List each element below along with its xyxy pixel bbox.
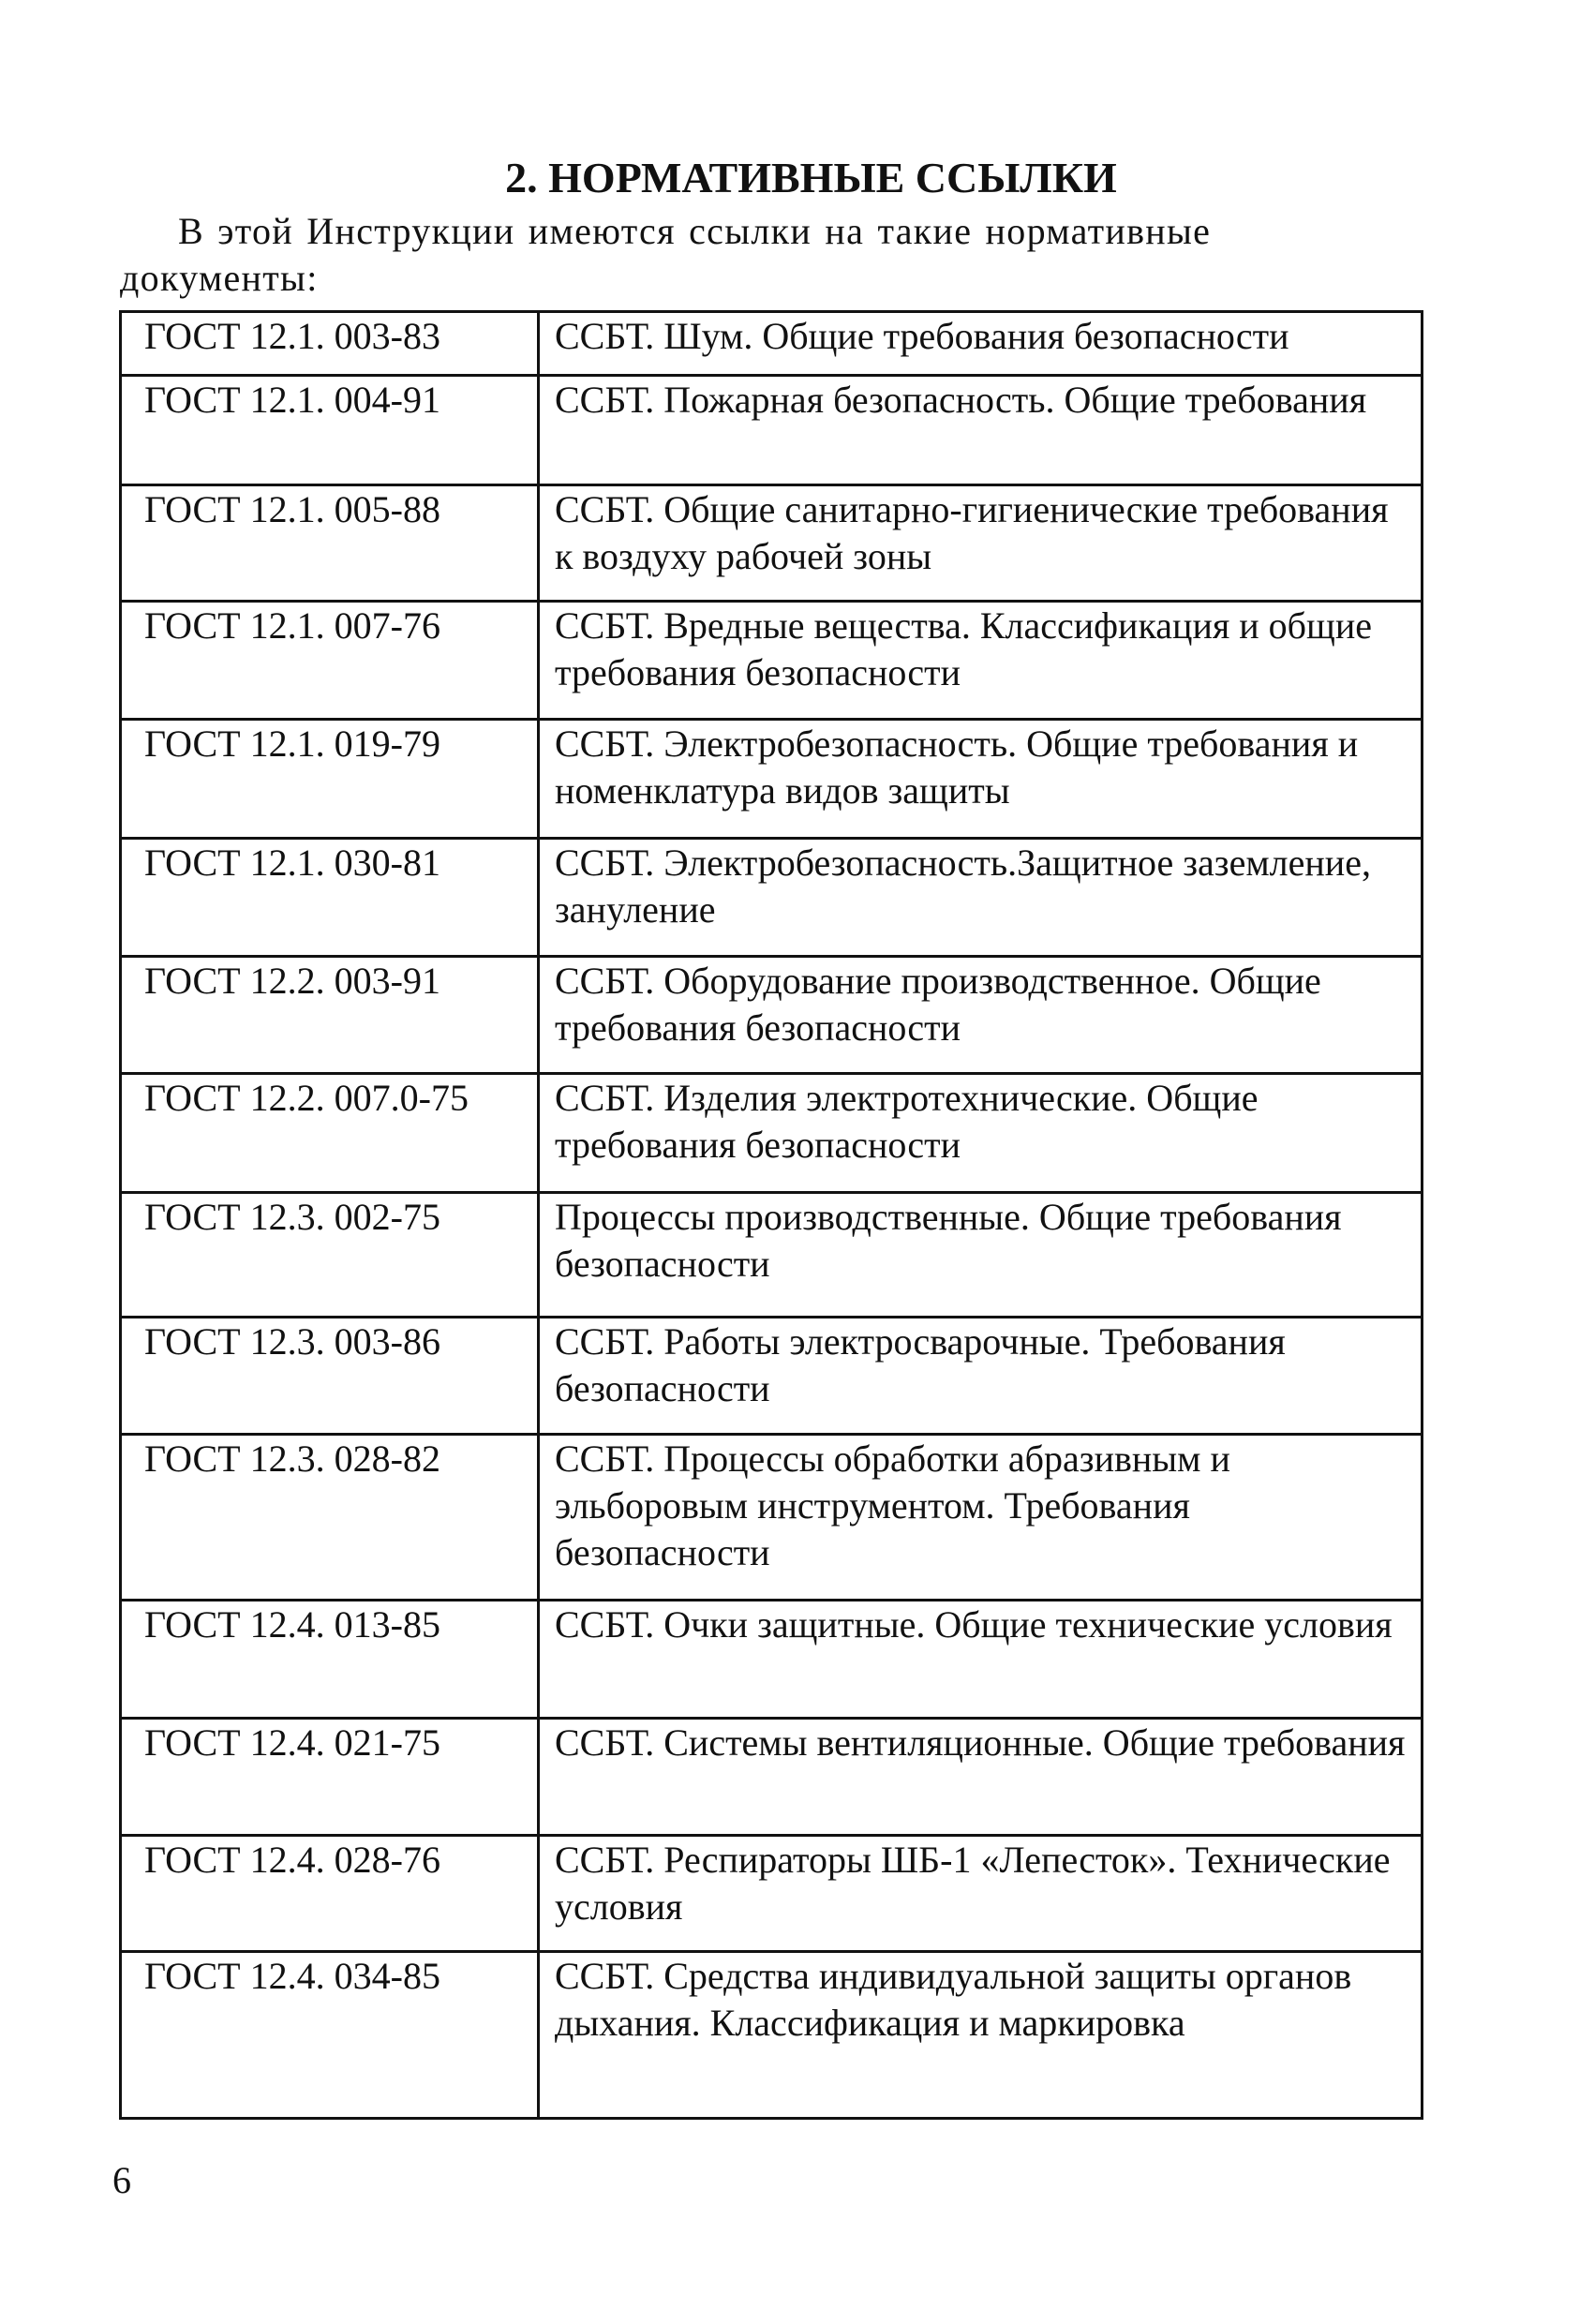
standard-title: ССБТ. Средства индивидуальной защиты органов дыхания. Классификация и маркировка: [539, 1952, 1423, 2119]
standard-title: ССБТ. Вредные вещества. Классификация и общие требования безопасности: [539, 602, 1423, 720]
table-row: [121, 1193, 1423, 1318]
table-row: [121, 312, 1423, 376]
table-row: [121, 1719, 1423, 1836]
table-row: [121, 1435, 1423, 1601]
table-row: [121, 1074, 1423, 1193]
standard-title: ССБТ. Изделия электротехнические. Общие требования безопасности: [539, 1074, 1423, 1193]
standard-title: ССБТ. Общие санитарно-гигиенические требования к воздуху рабочей зоны: [539, 485, 1423, 602]
table-row: [121, 1318, 1423, 1435]
standard-code: ГОСТ 12.2. 007.0-75: [121, 1074, 539, 1193]
table-row: [121, 602, 1423, 720]
standard-code: ГОСТ 12.1. 004-91: [121, 376, 539, 485]
standard-title: ССБТ. Электробезопасность.Защитное заземление, зануление: [539, 839, 1423, 957]
standard-code: ГОСТ 12.4. 028-76: [121, 1836, 539, 1952]
standard-title: ССБТ. Работы электросварочные. Требования безопасности: [539, 1318, 1423, 1435]
table-row: [121, 1601, 1423, 1719]
table-row: [121, 485, 1423, 602]
standard-code: ГОСТ 12.3. 003-86: [121, 1318, 539, 1435]
standard-code: ГОСТ 12.2. 003-91: [121, 957, 539, 1074]
section-heading: 2. НОРМАТИВНЫЕ ССЫЛКИ: [505, 154, 1117, 201]
standard-code: ГОСТ 12.1. 030-81: [121, 839, 539, 957]
intro-paragraph: В этой Инструкции имеются ссылки на такие нормативные документы:: [120, 210, 1212, 299]
standard-code: ГОСТ 12.4. 021-75: [121, 1719, 539, 1836]
normative-references-table: [119, 310, 1423, 2120]
standard-code: ГОСТ 12.4. 013-85: [121, 1601, 539, 1719]
standard-code: ГОСТ 12.3. 002-75: [121, 1193, 539, 1318]
table-row: [121, 1952, 1423, 2119]
standard-title: ССБТ. Очки защитные. Общие технические условия: [539, 1601, 1423, 1719]
table-row: [121, 376, 1423, 485]
standard-code: ГОСТ 12.1. 003-83: [121, 312, 539, 376]
table-row: [121, 720, 1423, 839]
standard-code: ГОСТ 12.4. 034-85: [121, 1952, 539, 2119]
standard-title: ССБТ. Оборудование производственное. Общие требования безопасности: [539, 957, 1423, 1074]
standard-code: ГОСТ 12.1. 019-79: [121, 720, 539, 839]
table-row: [121, 957, 1423, 1074]
standard-title: Процессы производственные. Общие требования безопасности: [539, 1193, 1423, 1318]
standard-code: ГОСТ 12.3. 028-82: [121, 1435, 539, 1601]
standard-title: ССБТ. Пожарная безопасность. Общие требования: [539, 376, 1423, 485]
page-number: 6: [112, 2159, 131, 2201]
standard-title: ССБТ. Респираторы ШБ-1 «Лепесток». Технические условия: [539, 1836, 1423, 1952]
standard-title: ССБТ. Процессы обработки абразивным и эльборовым инструментом. Требования безопасности: [539, 1435, 1423, 1601]
table-row: [121, 839, 1423, 957]
standard-title: ССБТ. Электробезопасность. Общие требования и номенклатура видов защиты: [539, 720, 1423, 839]
table-row: [121, 1836, 1423, 1952]
standard-code: ГОСТ 12.1. 007-76: [121, 602, 539, 720]
standard-title: ССБТ. Шум. Общие требования безопасности: [539, 312, 1423, 376]
standard-code: ГОСТ 12.1. 005-88: [121, 485, 539, 602]
standard-title: ССБТ. Системы вентиляционные. Общие требования: [539, 1719, 1423, 1836]
